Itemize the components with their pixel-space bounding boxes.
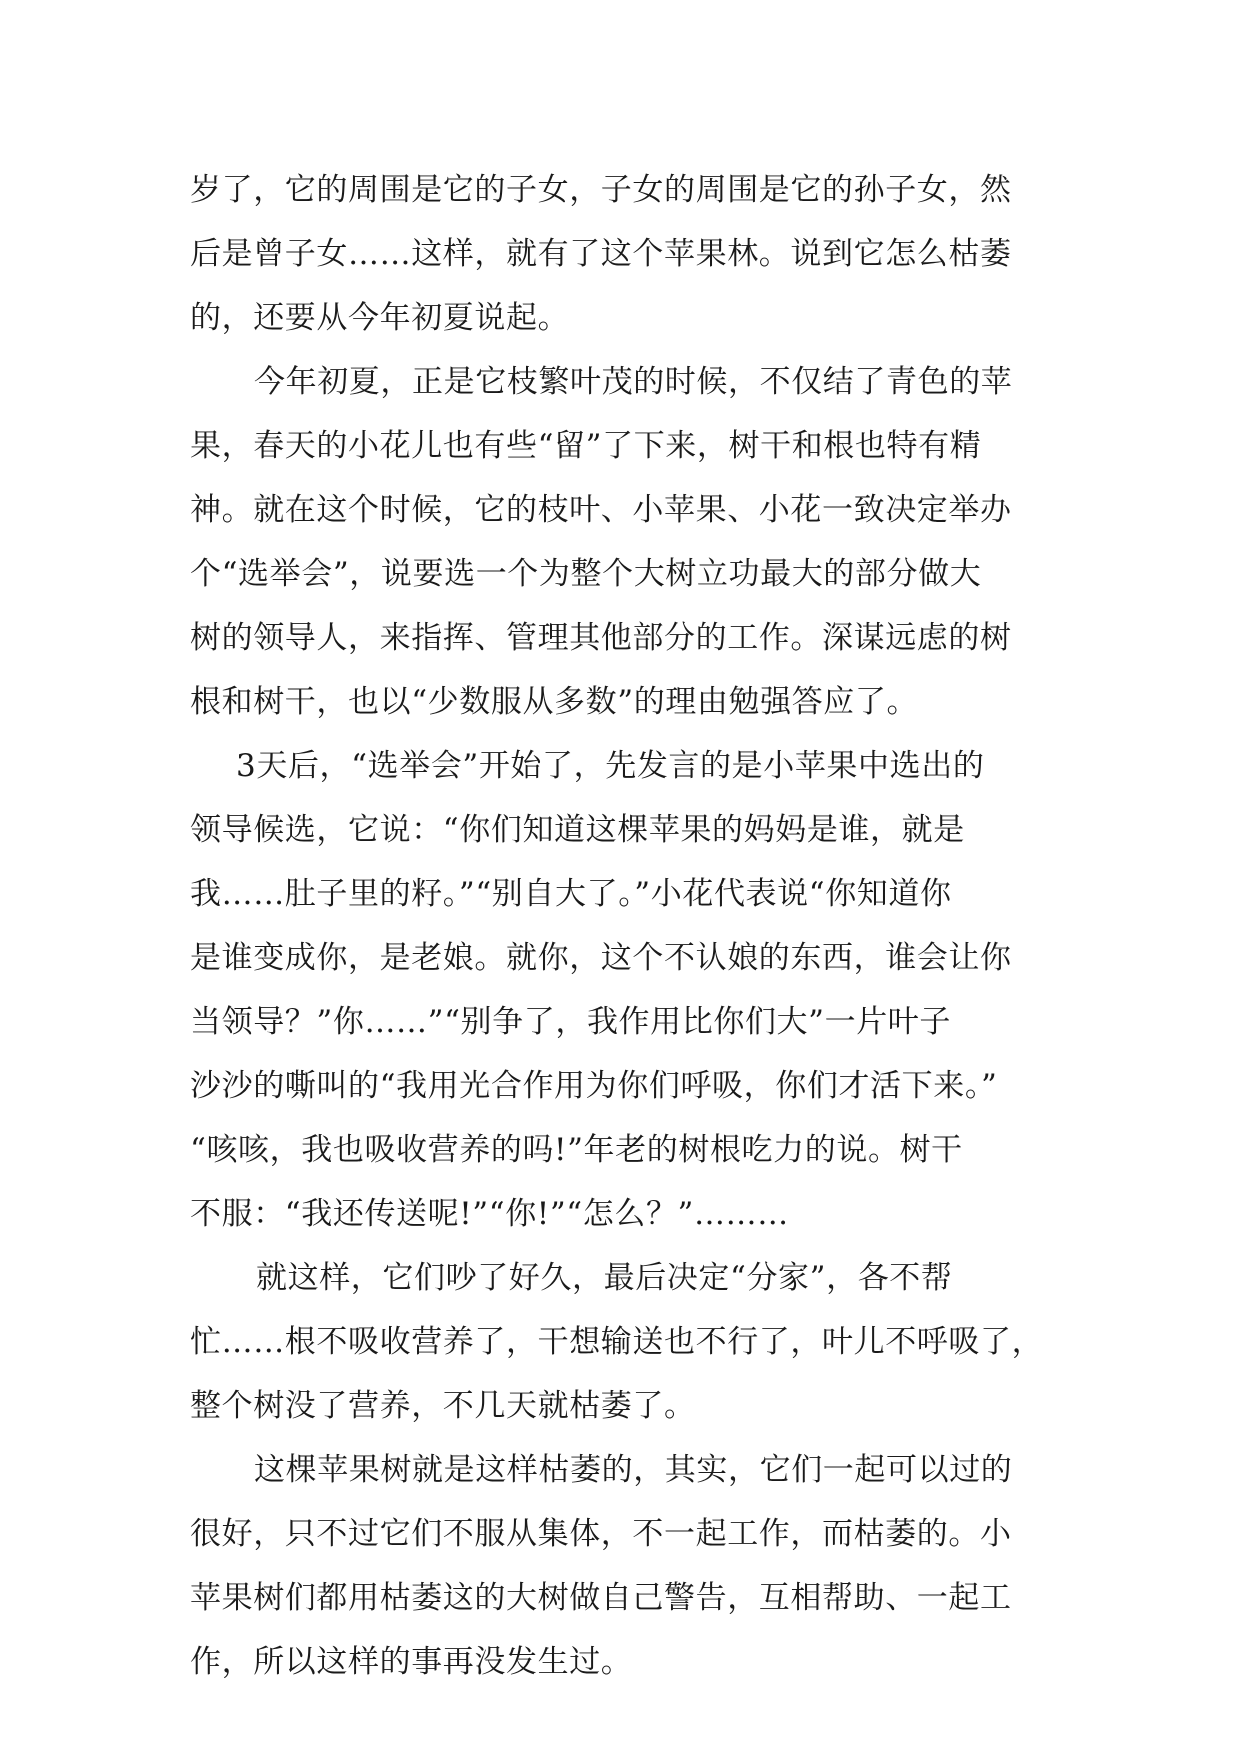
document-body — [190, 158, 1090, 1694]
text-line: 果，春天的小花儿也有些“留”了下来，树干和根也特有精 — [190, 428, 982, 464]
text-line: 根和树干，也以“少数服从多数”的理由勉强答应了。 — [190, 684, 919, 720]
text-line: 忙……根不吸收营养了，干想输送也不行了，叶儿不呼吸了， — [190, 1324, 1044, 1360]
text-line: 苹果树们都用枯萎这的大树做自己警告，互相帮助、一起工 — [190, 1580, 1012, 1616]
text-line: 个“选举会”，说要选一个为整个大树立功最大的部分做大 — [190, 556, 982, 592]
text-line: 3天后，“选举会”开始了，先发言的是小苹果中选出的 — [236, 748, 985, 784]
text-line: 神。就在这个时候，它的枝叶、小苹果、小花一致决定举办 — [190, 492, 1012, 528]
text-line: 今年初夏，正是它枝繁叶茂的时候，不仅结了青色的苹 — [254, 364, 1013, 400]
text-line: 当领导？”你……”“别争了，我作用比你们大”一片叶子 — [190, 1004, 951, 1040]
text-line: 很好，只不过它们不服从集体，不一起工作，而枯萎的。小 — [190, 1516, 1012, 1552]
text-line: 这棵苹果树就是这样枯萎的，其实，它们一起可以过的 — [254, 1452, 1013, 1488]
text-line: 后是曾子女……这样，就有了这个苹果林。说到它怎么枯萎 — [190, 236, 1012, 272]
text-line: 树的领导人，来指挥、管理其他部分的工作。深谋远虑的树 — [190, 620, 1012, 656]
paragraph — [190, 158, 1090, 350]
text-line: “咳咳，我也吸收营养的吗!”年老的树根吃力的说。树干 — [190, 1132, 963, 1168]
paragraph — [190, 1438, 1090, 1694]
text-line: 的，还要从今年初夏说起。 — [190, 300, 570, 336]
text-line: 岁了，它的周围是它的子女，子女的周围是它的孙子女，然 — [190, 172, 1012, 208]
paragraph — [190, 734, 1090, 1246]
text-line: 是谁变成你，是老娘。就你，这个不认娘的东西，谁会让你 — [190, 940, 1012, 976]
text-line: 我……肚子里的籽。”“别自大了。”小花代表说“你知道你 — [190, 876, 952, 912]
text-line: 沙沙的嘶叫的“我用光合作用为你们呼吸，你们才活下来。” — [190, 1068, 998, 1104]
text-line: 领导候选，它说：“你们知道这棵苹果的妈妈是谁，就是 — [190, 812, 965, 848]
paragraph — [190, 350, 1090, 734]
text-line: 作，所以这样的事再没发生过。 — [190, 1644, 633, 1680]
text-line: 整个树没了营养，不几天就枯萎了。 — [190, 1388, 696, 1424]
paragraph — [190, 1246, 1090, 1438]
text-line: 就这样，它们吵了好久，最后决定“分家”，各不帮 — [256, 1260, 953, 1296]
text-line: 不服：“我还传送呢!”“你!”“怎么？”……… — [190, 1196, 789, 1232]
